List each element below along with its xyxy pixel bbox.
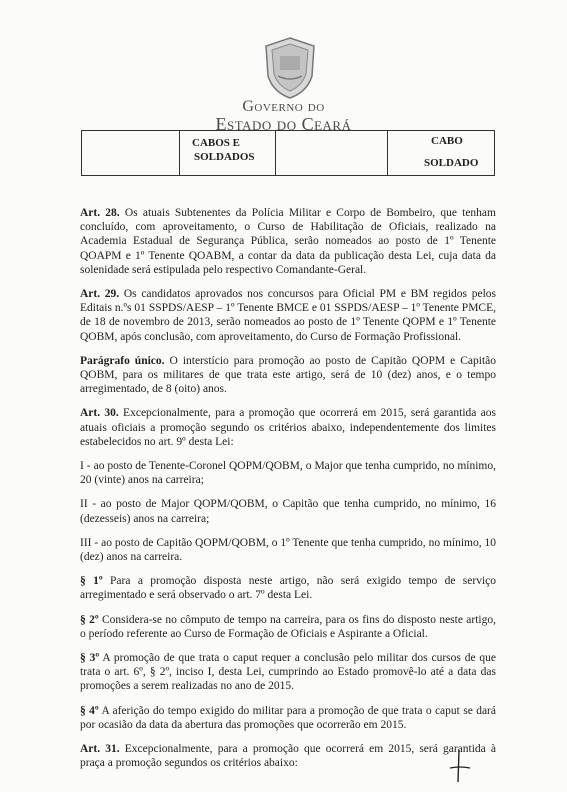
paragraph-text: Excepcionalmente, para a promoção que ocorrerá em 2015, será garantida à praça a promoção segundos os critérios abaixo: xyxy=(80,743,496,770)
table-label-soldado: SOLDADO xyxy=(424,157,479,169)
paragraph-art-28 xyxy=(80,206,496,277)
paragraph-text: III - ao posto de Capitão QOPM/QOBM, o 1º Tenente que tenha cumprido, no mínimo, 10 (dez) anos na carreira. xyxy=(80,536,496,564)
paragraph-text: A aferição do tempo exigido do militar para a promoção de que trata o caput se dará por ocasião da data da abertura das promoções que ocorrerão em 2015. xyxy=(80,704,496,731)
paragraph-inciso-ii xyxy=(80,497,496,525)
law-body-text xyxy=(80,206,496,781)
header-line-governo: Governo do xyxy=(242,98,325,115)
paragraph-lead: Art. 28. xyxy=(80,207,120,219)
signature-mark xyxy=(448,748,472,784)
rank-table xyxy=(81,130,495,176)
paragraph-par-1 xyxy=(80,574,496,602)
paragraph-text: Os atuais Subtenentes da Polícia Militar e Corpo de Bombeiro, que tenham concluído, com aproveitamento, o Curso de Habilitação de Oficiais, realizado na Academia Estadual de Segurança Pública, serão nomeados ao posto de 1º Tenente QOAPM e 1º Tenente QOABM, a contar da data da publicação desta Lei, cuja data da solenidade será estipulada pelo respectivo Comandante-Geral. xyxy=(80,207,496,276)
paragraph-text: I - ao posto de Tenente-Coronel QOPM/QOBM, o Major que tenha cumprido, no mínimo, 20 (vinte) anos na carreira; xyxy=(80,460,496,487)
table-cell-empty-2 xyxy=(276,131,388,175)
paragraph-art-29 xyxy=(80,287,496,344)
state-seal-logo xyxy=(262,36,318,100)
paragraph-lead: § 3º xyxy=(80,652,100,665)
paragraph-text: O interstício para promoção ao posto de Capitão QOPM e Capitão QOBM, para os militares de que trata este artigo, será de 10 (dez) anos, e o tempo arregimentado, de 8 (oito) anos. xyxy=(80,354,496,396)
paragraph-lead: § 2º xyxy=(80,613,99,626)
table-cell-empty-1 xyxy=(82,131,180,175)
table-label-cabos-e: CABOS E xyxy=(192,137,240,149)
table-label-soldados: SOLDADOS xyxy=(194,151,255,163)
paragraph-text: Os candidatos aprovados nos concursos para Oficial PM e BM regidos pelos Editais n.ºs 01 SSPDS/AESP – 1º Tenente BMCE e 01 SSPDS/AESP – 1º Tenente PMCE, de 18 de novembro de 2013, serão nomeados ao posto de 1º Tenente QOPM e 1º Tenente QOBM, após conclusão, com aproveitamento, do Curso de Formação Profissional. xyxy=(80,288,496,343)
paragraph-par-4 xyxy=(80,704,496,732)
paragraph-lead: Parágrafo único. xyxy=(80,354,165,367)
paragraph-inciso-iii xyxy=(80,536,496,564)
paragraph-par-3 xyxy=(80,651,496,694)
paragraph-art-31 xyxy=(80,742,496,770)
paragraph-lead: Art. 31. xyxy=(80,743,120,756)
paragraph-art-30 xyxy=(80,406,496,449)
paragraph-text: II - ao posto de Major QOPM/QOBM, o Capitão que tenha cumprido, no mínimo, 16 (dezesseis) anos na carreira; xyxy=(80,498,496,525)
header-line-estado: Estado do Ceará xyxy=(215,114,352,134)
table-label-cabo: CABO xyxy=(431,135,463,147)
paragraph-text: Excepcionalmente, para a promoção que ocorrerá em 2015, será garantida aos atuais oficiais a promoção segundo os critérios abaixo, independentemente dos limites estabelecidos no art. 9º desta Lei: xyxy=(80,407,496,448)
paragraph-text: Considera-se no cômputo de tempo na carreira, para os fins do disposto neste artigo, o período referente ao Curso de Formação de Oficiais e Aspirante a Oficial. xyxy=(80,613,496,640)
paragraph-lead: Art. 29. xyxy=(80,288,120,301)
paragraph-par-2 xyxy=(80,613,496,641)
paragraph-text: A promoção de que trata o caput requer a conclusão pelo militar dos cursos de que trata o art. 6º, § 2º, inciso I, desta Lei, cumprindo ao Estado promovê-lo até a data das promoções a serem realizadas no ano de 2015. xyxy=(80,652,497,693)
paragraph-lead: § 4º xyxy=(80,704,99,717)
paragraph-lead: Art. 30. xyxy=(80,407,119,420)
paragraph-lead: § 1º xyxy=(80,575,103,588)
paragraph-unico xyxy=(80,354,496,397)
paragraph-text: Para a promoção disposta neste artigo, não será exigido tempo de serviço arregimentado e será observado o art. 7º desta Lei. xyxy=(80,575,497,602)
paragraph-inciso-i xyxy=(80,459,496,487)
